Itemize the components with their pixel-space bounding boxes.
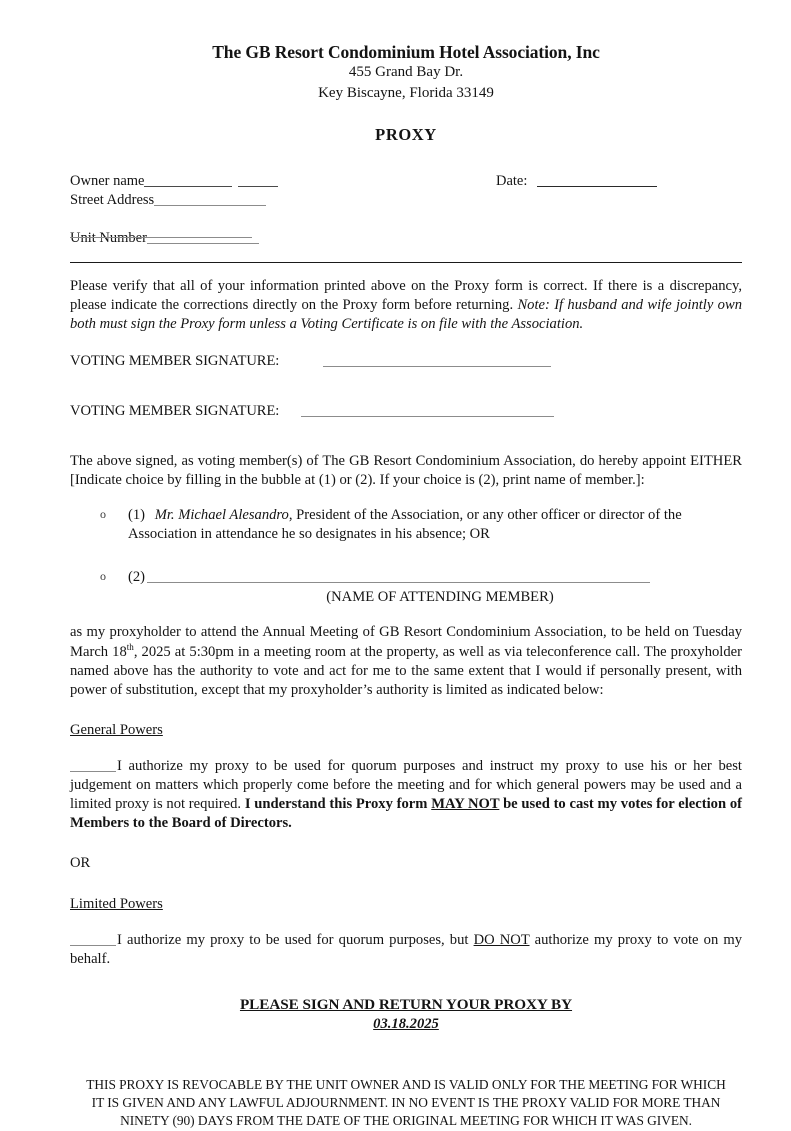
proxyholder-text-part-2: , 2025 at 5:30pm in a meeting room at the property, as well as via teleconference call. The proxyholder named above has the authority to vote and act for me to the same extent that I would if personally present, with power of substitution, except that my proxyholder’s authority is limited as indicated below: [70,643,742,698]
date-label: Date: [496,172,528,189]
attending-member-caption: (NAME OF ATTENDING MEMBER) [326,589,554,606]
choice-1-description: , President of the Association, or any other officer or director of the Association in attendance he so designates in his absence; OR [128,507,682,543]
general-powers-bold-part-1: I understand this Proxy form [244,796,432,813]
limited-powers-text-part-2: authorize my proxy to vote on my behalf. [70,931,742,967]
address-continuation-line[interactable] [70,237,252,238]
date-ordinal-suffix: th [126,641,134,652]
owner-name-label: Owner name [70,172,145,189]
proxyholder-text-part-1: as my proxyholder to attend the Annual Meeting of GB Resort Condominium Association, to be held on Tuesday March 18 [70,624,742,660]
choice-1-officer-name: Mr. Michael Alesandro [154,507,289,524]
limited-powers-initial-input[interactable] [70,934,116,946]
choice-2-number: (2) [128,569,146,586]
owner-name-input[interactable] [144,175,232,187]
document-kind-heading: PROXY [375,124,437,144]
bullet-circle-icon[interactable]: o [100,569,106,584]
verification-notice-paragraph [70,263,742,334]
bullet-circle-icon[interactable]: o [100,507,106,522]
unit-number-row [70,210,278,248]
limited-powers-paragraph [70,914,742,969]
organization-title: The GB Resort Condominium Hotel Association, Inc [212,42,600,62]
voting-member-signature-label-2: VOTING MEMBER SIGNATURE: [70,402,280,419]
voting-member-signature-input-2[interactable] [301,405,554,417]
general-powers-bold-part-2: be used to cast my votes for election of Members to the Board of Directors. [70,796,742,832]
general-powers-heading: General Powers [70,721,163,738]
owner-information-block [70,145,742,250]
general-powers-initial-input[interactable] [70,760,116,772]
date-field-group [496,172,657,191]
verification-notice-text: Please verify that all of your information printed above on the Proxy form is correct. If there is a discrepancy, please indicate the corrections directly on the Proxy form before returning. [70,277,742,313]
organization-address-line-1: 455 Grand Bay Dr. [348,64,464,81]
street-address-input[interactable] [154,194,266,206]
limited-powers-heading: Limited Powers [70,895,163,912]
organization-address-line-2: Key Biscayne, Florida 33149 [318,84,494,101]
appointment-intro-paragraph: The above signed, as voting member(s) of The GB Resort Condominium Association, do hereby appoint EITHER [Indicate choice by filling in the bubble at (1) or (2). If your choice is (2), print name of member.]: [70,452,742,488]
voting-member-signature-row-1 [70,334,742,404]
proxyholder-paragraph [70,607,742,699]
appointment-choice-2[interactable] [70,544,742,607]
owner-fields-group [70,172,278,248]
general-powers-may-not: MAY NOT [431,796,500,813]
voting-member-signature-input-1[interactable] [323,355,551,367]
limited-powers-do-not: DO NOT [473,931,530,948]
attending-member-name-input[interactable] [147,571,650,583]
voting-member-signature-label-1: VOTING MEMBER SIGNATURE: [70,352,280,369]
street-address-row [70,191,278,210]
appointment-choice-1[interactable] [70,506,742,544]
owner-name-row [70,172,278,191]
verification-notice-italic-note: Note: If husband and wife jointly own both must sign the Proxy form unless a Voting Certificate is on file with the Association. [70,296,742,332]
general-powers-text: I authorize my proxy to be used for quorum purposes and instruct my proxy to use his or her best judgement on matters which properly come before the meeting and for which general powers may be used and a limited proxy is not required. [70,758,742,813]
signoff-deadline-date: 03.18.2025 [373,1015,439,1032]
revocation-notice-line-1: THIS PROXY IS REVOCABLE BY THE UNIT OWNER AND IS VALID ONLY FOR THE MEETING FOR WHICH [86,1076,726,1092]
unit-number-label: Unit Number [70,229,147,246]
choice-1-number: (1) [128,507,146,524]
revocation-notice-line-3: NINETY (90) DAYS FROM THE DATE OF THE ORIGINAL MEETING FOR WHICH IT WAS GIVEN. [120,1113,692,1129]
street-address-label: Street Address [70,191,155,208]
general-powers-paragraph [70,740,742,833]
appointment-choice-list [70,490,742,607]
document-content [70,0,742,1131]
signoff-instruction: PLEASE SIGN AND RETURN YOUR PROXY BY [239,995,573,1013]
signoff-block [70,969,742,1033]
unit-number-input[interactable] [147,232,259,244]
revocation-notice-line-2: IT IS GIVEN AND ANY LAWFUL ADJOURNMENT. IN NO EVENT IS THE PROXY VALID FOR MORE THAN [91,1095,721,1111]
owner-name-input-secondary[interactable] [238,175,278,187]
limited-powers-text-part-1: I authorize my proxy to be used for quorum purposes, but [117,931,474,948]
or-divider-text: OR [70,855,91,872]
voting-member-signature-row-2 [70,404,742,434]
revocation-footer-notice [70,1033,742,1131]
date-input[interactable] [537,175,657,187]
